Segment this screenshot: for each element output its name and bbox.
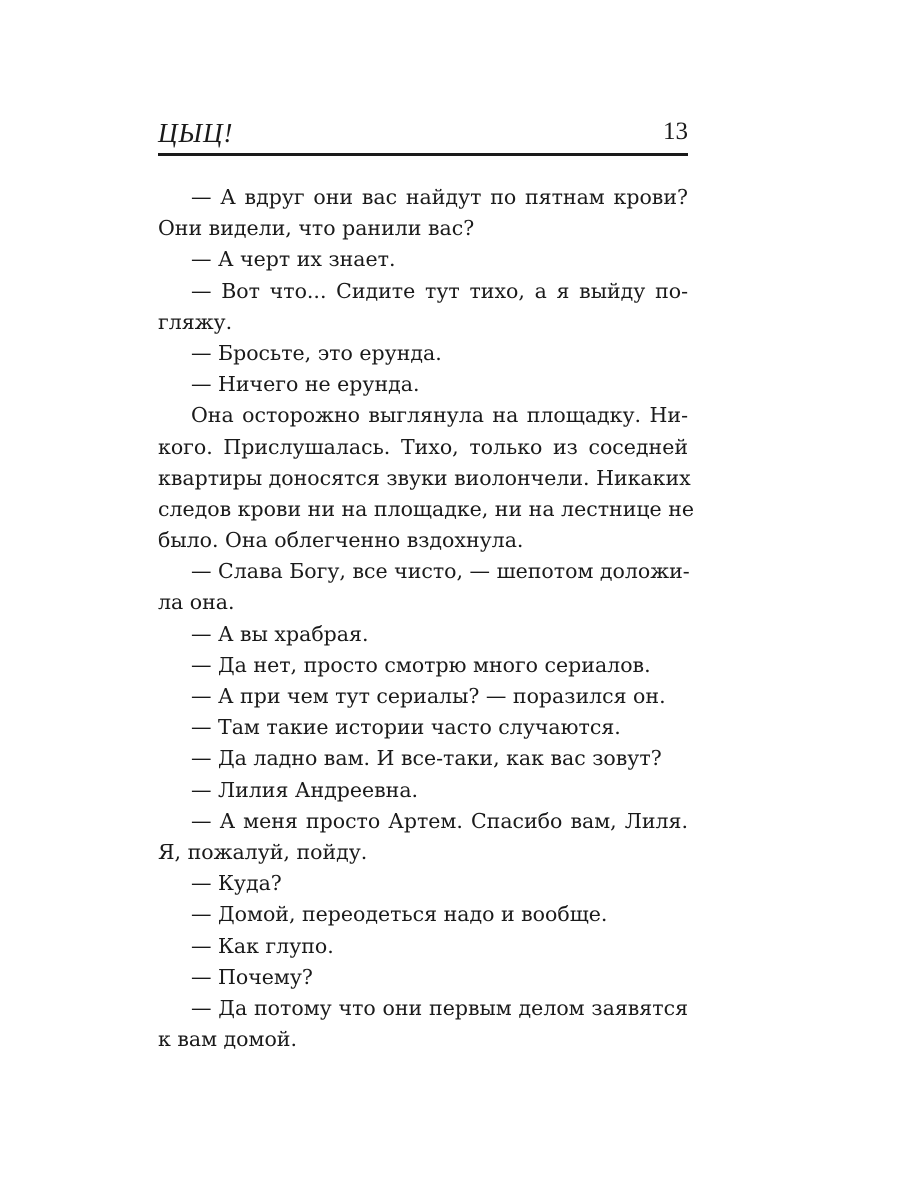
text-line: ла она. [158,590,235,615]
text-line: гляжу. [158,309,233,334]
text-line: — Домой, переодеться надо и вообще. [191,902,608,927]
text-line: кого. Прислушалась. Тихо, только из соседней [158,434,688,459]
text-line: — Да ладно вам. И все-таки, как вас зовут? [191,746,662,771]
text-line: — Ничего не ерунда. [191,372,420,397]
text-line: — Бросьте, это ерунда. [191,340,442,365]
text-line: квартиры доносятся звуки виолончели. Никаких [158,465,691,490]
running-header [158,118,688,154]
text-line: следов крови ни на площадке, ни на лестнице не [158,496,694,521]
text-line: — Да нет, просто смотрю много сериалов. [191,652,651,677]
text-line: — Куда? [191,871,282,896]
text-line: к вам домой. [158,1027,297,1052]
body-text [158,182,694,1055]
text-line: Я, пожалуй, пойду. [158,839,368,864]
header-rule [158,153,688,156]
text-line: — А вдруг они вас найдут по пятнам крови? [191,185,688,209]
text-line: — А вы храбрая. [191,621,369,646]
text-line: Она осторожно выглянула на площадку. Ни- [191,403,688,428]
text-line: — А при чем тут сериалы? — поразился он. [191,684,666,708]
text-line: — Лилия Андреевна. [191,777,419,802]
page-number: 13 [663,118,688,145]
text-line: — Вот что... Сидите тут тихо, а я выйду по- [191,278,688,303]
text-line: — А меня просто Артем. Спасибо вам, Лиля. [191,808,688,833]
text-line: — Как глупо. [191,933,334,958]
text-line: — Там такие истории часто случаются. [191,715,621,740]
text-line: — Почему? [191,964,313,989]
text-line: Они видели, что ранили вас? [158,216,475,241]
text-line: — Да потому что они первым делом заявятся [191,995,688,1020]
running-title: ЦЫЦ! [158,118,234,148]
text-line: — Слава Богу, все чисто, — шепотом доложи- [191,559,690,584]
text-line: было. Она облегченно вздохнула. [158,528,524,553]
text-line: — А черт их знает. [191,247,396,272]
